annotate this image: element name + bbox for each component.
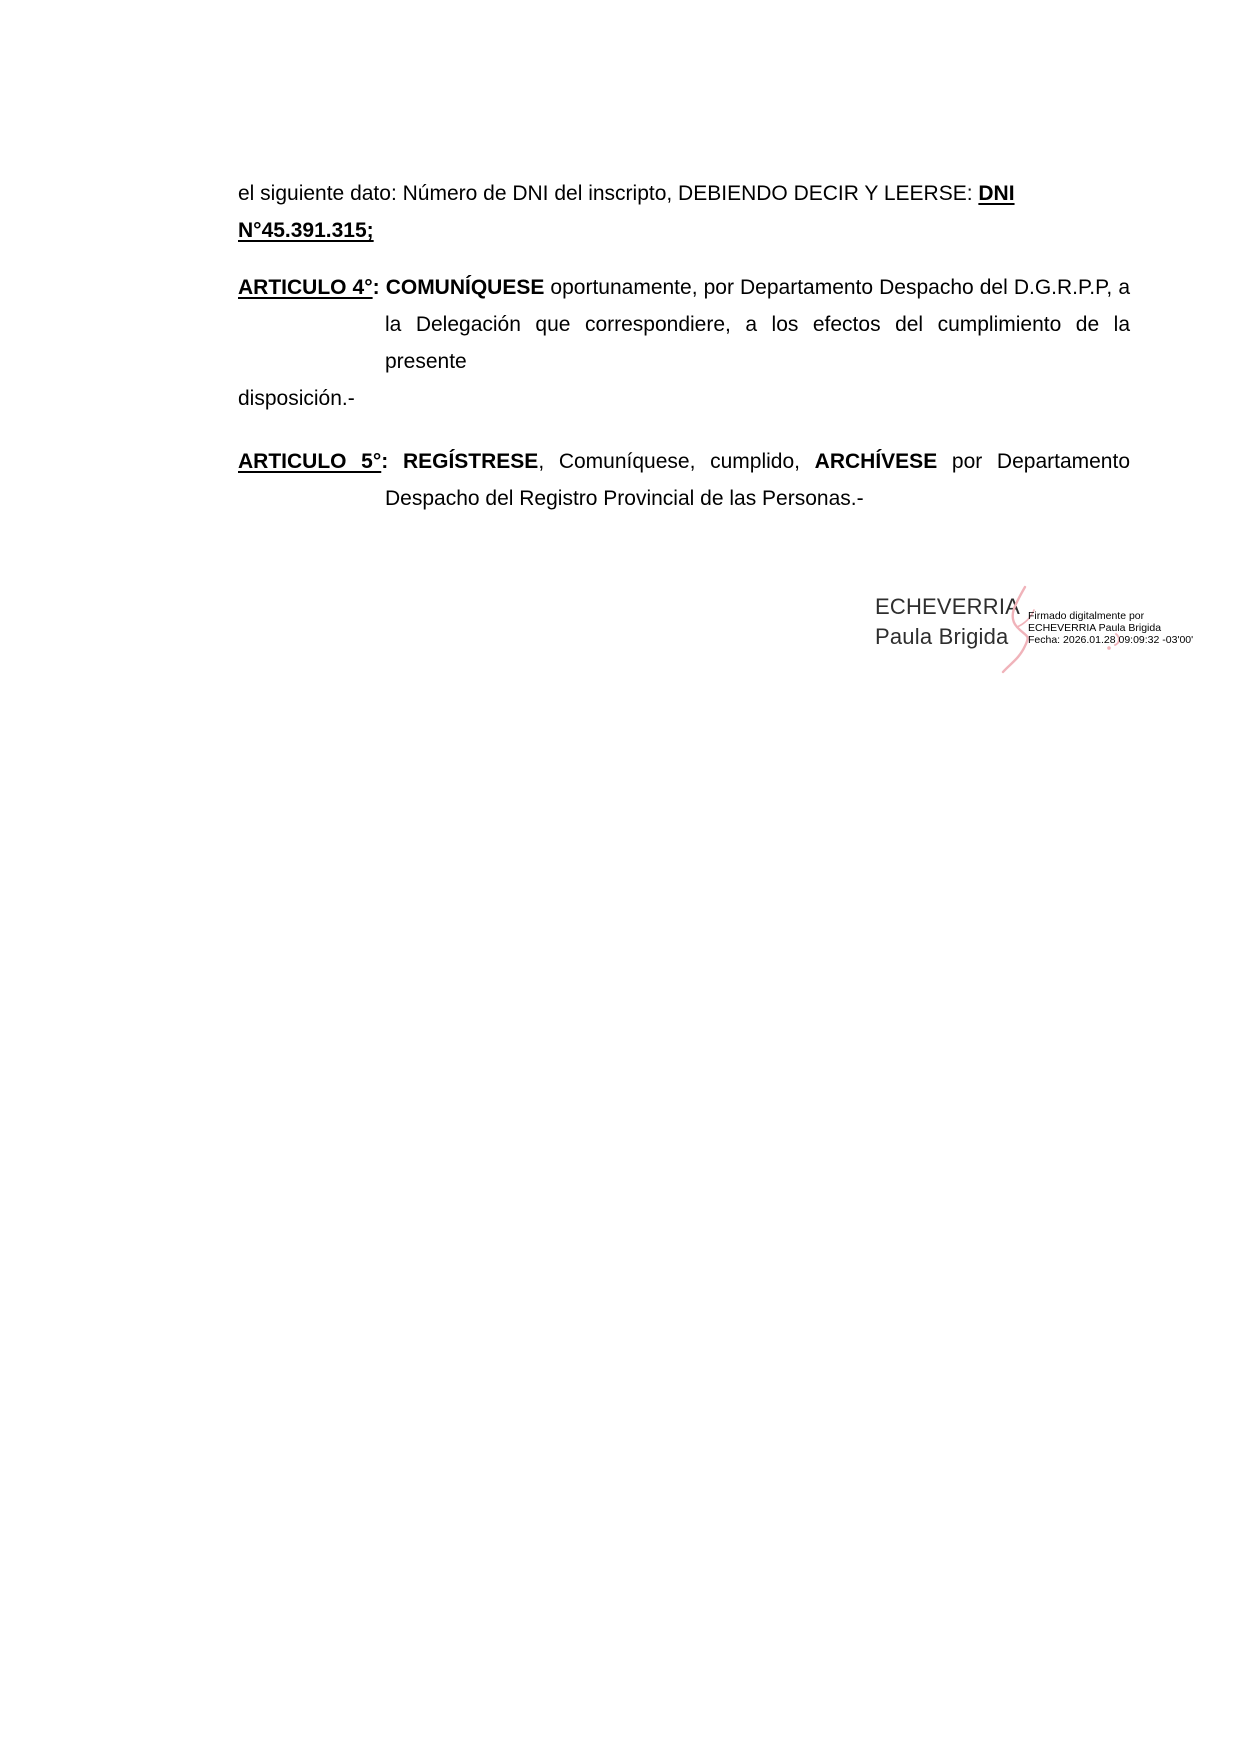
article5-colon: : — [381, 450, 403, 473]
signature-details — [1028, 610, 1193, 646]
article4-colon: : — [372, 276, 386, 299]
article5-line2: Despacho del Registro Provincial de las Personas.- — [385, 487, 864, 510]
document-body — [238, 175, 1136, 517]
flourish-dot — [1107, 646, 1111, 650]
paragraph-article5 — [238, 443, 1130, 517]
article4-heading: ARTICULO 4° — [238, 276, 373, 299]
paragraph-article4 — [238, 269, 1136, 417]
article5-keyword2: ARCHÍVESE — [814, 450, 938, 473]
article4-line1 — [238, 269, 1130, 306]
dni-label: DNI — [978, 182, 1015, 205]
article4-line2: la Delegación que correspondiere, a los efectos del cumplimiento de la presente — [385, 313, 1136, 373]
signature-name-line2: Paula Brigida — [875, 624, 1009, 649]
article4-keyword: COMUNÍQUESE — [385, 276, 545, 299]
article5-heading: ARTICULO 5° — [238, 450, 382, 473]
dni-number: N°45.391.315; — [238, 219, 374, 242]
signature-name-line1: ECHEVERRIA — [875, 594, 1021, 619]
article5-line1-rest: por Departamento — [937, 450, 1130, 473]
article4-line3: disposición.- — [238, 387, 355, 410]
article5-line1 — [238, 443, 1130, 480]
paragraph-dni-text: el siguiente dato: Número de DNI del inscripto, DEBIENDO DECIR Y LEERSE: — [238, 182, 979, 205]
signature-name — [875, 592, 1020, 652]
paragraph-dni-line2 — [238, 212, 1130, 249]
article5-keyword1: REGÍSTRESE — [402, 450, 539, 473]
article5-mid: , Comuníquese, cumplido, — [538, 450, 815, 473]
signature-details-line2: ECHEVERRIA Paula Brigida — [1028, 622, 1162, 634]
signature-details-line1: Firmado digitalmente por — [1028, 610, 1145, 622]
signature-details-line3: Fecha: 2026.01.28 09:09:32 -03'00' — [1028, 634, 1194, 646]
paragraph-dni-line1 — [238, 175, 1130, 212]
paragraph-dni — [238, 175, 1130, 249]
article4-line1-rest: oportunamente, por Departamento Despacho del D.G.R.P.P, a — [544, 276, 1131, 299]
